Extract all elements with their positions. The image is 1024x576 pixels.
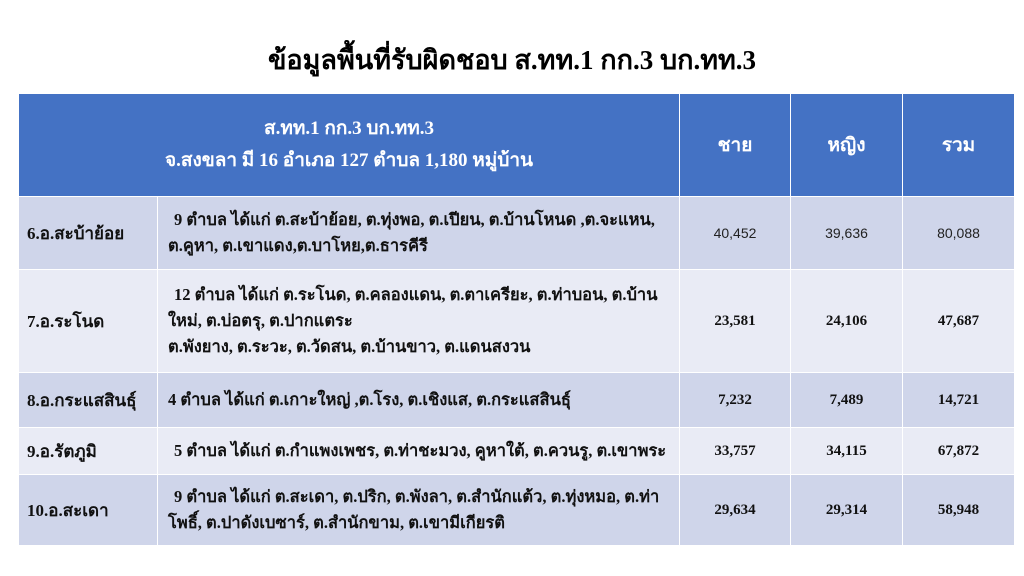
table-row: [19, 475, 1015, 546]
subdistrict-list: [158, 270, 680, 373]
table-row: [19, 428, 1015, 475]
total-count: 67,872: [903, 428, 1015, 475]
male-count: 33,757: [680, 428, 791, 475]
female-count: 34,115: [791, 428, 903, 475]
header-total: รวม: [903, 94, 1015, 197]
table-row: [19, 270, 1015, 373]
district-name: 7.อ.ระโนด: [19, 270, 158, 373]
subdistrict-list: [158, 428, 680, 475]
subdistrict-line: โพธิ์, ต.ปาดังเบซาร์, ต.สำนักขาม, ต.เขามีเกียรติ: [168, 513, 505, 532]
subdistrict-list: [158, 197, 680, 270]
male-count: 23,581: [680, 270, 791, 373]
table-row: [19, 197, 1015, 270]
district-name: 10.อ.สะเดา: [19, 475, 158, 546]
header-province-summary: จ.สงขลา มี 16 อำเภอ 127 ตำบล 1,180 หมู่บ้าน: [164, 150, 534, 171]
subdistrict-list: [158, 475, 680, 546]
female-count: 24,106: [791, 270, 903, 373]
district-name: 9.อ.รัตภูมิ: [19, 428, 158, 475]
subdistrict-line: ต.คูหา, ต.เขาแดง,ต.บาโหย,ต.ธารคีรี: [168, 236, 428, 255]
subdistrict-line: 5 ตำบล ได้แก่ ต.กำแพงเพชร, ต.ท่าชะมวง, คูหาใต้, ต.ควนรู, ต.เขาพระ: [174, 441, 667, 460]
page-title: ข้อมูลพื้นที่รับผิดชอบ ส.ทท.1 กก.3 บก.ทท.3: [267, 45, 757, 75]
district-name: 6.อ.สะบ้าย้อย: [19, 197, 158, 270]
total-count: 80,088: [903, 197, 1015, 270]
subdistrict-line: 12 ตำบล ได้แก่ ต.ระโนด, ต.คลองแดน, ต.ตาเครียะ, ต.ท่าบอน, ต.บ้าน: [174, 285, 658, 304]
female-count: 29,314: [791, 475, 903, 546]
subdistrict-line: 9 ตำบล ได้แก่ ต.สะบ้าย้อย, ต.ทุ่งพอ, ต.เปียน, ต.บ้านโหนด ,ต.จะแหน,: [174, 210, 655, 229]
male-count: 40,452: [680, 197, 791, 270]
header-male: ชาย: [680, 94, 791, 197]
total-count: 58,948: [903, 475, 1015, 546]
table-header-row: [19, 94, 1015, 197]
female-count: 7,489: [791, 373, 903, 428]
header-female: หญิง: [791, 94, 903, 197]
district-name: 8.อ.กระแสสินธุ์: [19, 373, 158, 428]
subdistrict-line: 4 ตำบล ได้แก่ ต.เกาะใหญ่ ,ต.โรง, ต.เชิงแส, ต.กระแสสินธุ์: [168, 390, 571, 409]
male-count: 7,232: [680, 373, 791, 428]
table-row: [19, 373, 1015, 428]
male-count: 29,634: [680, 475, 791, 546]
responsibility-table: [18, 93, 1015, 546]
subdistrict-line: ต.พังยาง, ต.ระวะ, ต.วัดสน, ต.บ้านขาว, ต.แดนสงวน: [168, 337, 531, 356]
header-area-cell: [19, 94, 680, 197]
subdistrict-list: [158, 373, 680, 428]
female-count: 39,636: [791, 197, 903, 270]
subdistrict-line: ใหม่, ต.บ่อตรุ, ต.ปากแตระ: [168, 311, 353, 330]
subdistrict-line: 9 ตำบล ได้แก่ ต.สะเดา, ต.ปริก, ต.พังลา, ต.สำนักแต้ว, ต.ทุ่งหมอ, ต.ท่า: [174, 487, 660, 506]
header-unit-label: ส.ทท.1 กก.3 บก.ทท.3: [263, 118, 435, 139]
total-count: 14,721: [903, 373, 1015, 428]
total-count: 47,687: [903, 270, 1015, 373]
